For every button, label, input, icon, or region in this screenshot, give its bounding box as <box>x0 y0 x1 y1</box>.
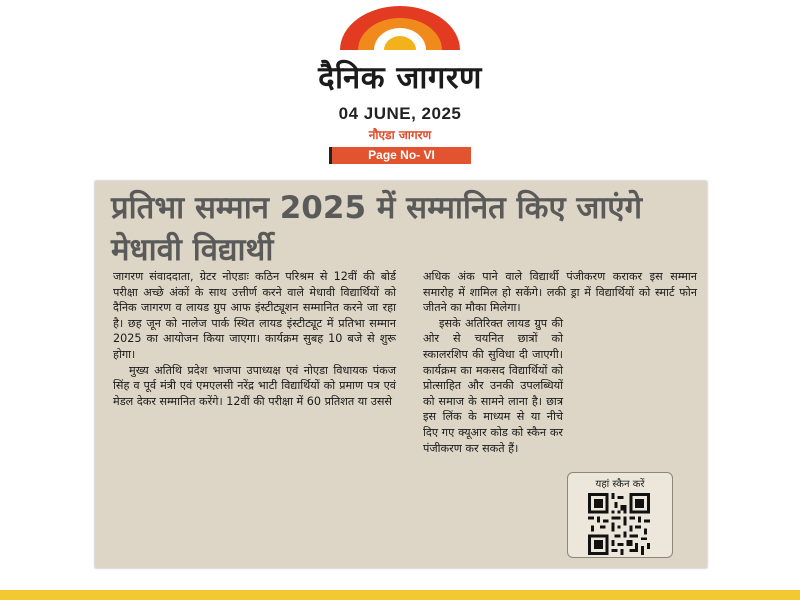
newspaper-masthead: दैनिक जागरण <box>318 60 482 96</box>
article-paragraph-last: इसके अतिरिक्त लायड ग्रुप की ओर से चयनित छात्रों को स्कालरशिप की सुविधा दी जाएगी। कार्यक्रम का मकसद विद्यार्थियों को प्रोत्साहित और उनकी उपलब्धियों को समाज के सामने लाना है। छात्र इस लिंक के माध्यम से या नीचे दिए गए क्यूआर कोड को स्कैन कर पंजीकरण कर सकते हैं। <box>423 316 563 455</box>
article-paragraph: अधिक अंक पाने वाले विद्यार्थी पंजीकरण कराकर इस सम्मान समारोह में शामिल हो सकेंगे। लकी ड्रा में विद्यार्थियों को स्मार्ट फोन जीतने का मौका मिलेगा। <box>423 270 697 315</box>
publication-date: 04 JUNE, 2025 <box>338 104 462 123</box>
article-column-left <box>113 269 396 409</box>
footer-accent-bar <box>0 590 800 600</box>
news-clipping <box>95 181 707 568</box>
qr-scan-label: यहां स्कैन करें <box>595 479 645 490</box>
article-column-right <box>423 269 697 456</box>
article-paragraph: जागरण संवाददाता, ग्रेटर नोएडाः कठिन परिश्रम से 12वीं की बोर्ड परीक्षा अच्छे अंकों के साथ उत्तीर्ण करने वाले मेधावी विद्यार्थियों को दैनिक जागरण व लायड ग्रुप आफ इंस्टीट्यूशन सम्मानित करने जा रहा है। छह जून को नालेज पार्क स्थित लायड इंस्टीट्यूट में प्रतिभा सम्मान 2025 का आयोजन किया जाएगा। कार्यक्रम सुबह 10 बजे से शुरू होगा। <box>113 270 396 361</box>
article-headline: प्रतिभा सम्मान 2025 में सम्मानित किए जाएंगे मेधावी विद्यार्थी <box>111 190 643 268</box>
article-paragraph: मुख्य अतिथि प्रदेश भाजपा उपाध्यक्ष एवं नोएडा विधायक पंकज सिंह व पूर्व मंत्री एवं एमएलसी नरेंद्र भाटी विद्यार्थियों को प्रमाण पत्र एवं मेडल देकर सम्मानित करेंगे। 12वीं की परीक्षा में 60 प्रतिशत या उससे <box>113 363 396 408</box>
edition-name: नौएडा जागरण <box>368 128 432 142</box>
qr-scan-box <box>567 472 673 558</box>
qr-code-icon[interactable] <box>588 493 650 555</box>
rising-sun-logo-icon <box>328 6 472 50</box>
page-number-badge: Page No- VI <box>329 147 471 164</box>
